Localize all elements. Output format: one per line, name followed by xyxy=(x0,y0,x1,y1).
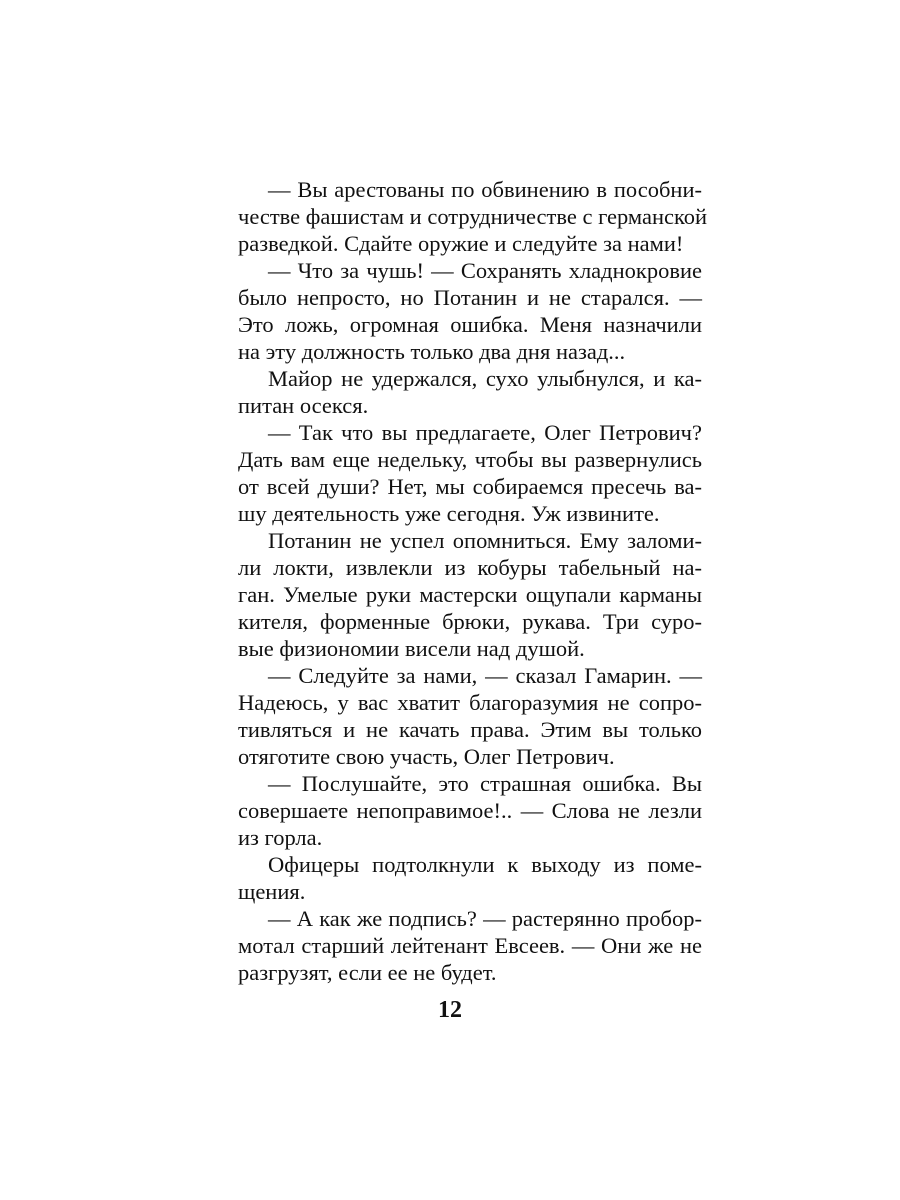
text-line: ли локти, извлекли из кобуры табельный на- xyxy=(238,555,702,580)
paragraph xyxy=(238,770,702,851)
text-line: Дать вам еще недельку, чтобы вы развернулись xyxy=(238,447,702,472)
text-line: — Что за чушь! — Сохранять хладнокровие xyxy=(268,258,702,283)
paragraph xyxy=(238,176,708,257)
paragraph xyxy=(238,527,702,662)
text-line: — А как же подпись? — растерянно пробор- xyxy=(268,906,702,931)
page-number: 12 xyxy=(438,997,462,1023)
paragraph xyxy=(238,365,702,419)
text-line: Потанин не успел опомниться. Ему заломи- xyxy=(268,528,702,553)
text-line: тивляться и не качать права. Этим вы только xyxy=(238,717,702,742)
paragraph xyxy=(238,419,702,527)
text-line: было непросто, но Потанин и не старался. — xyxy=(238,285,702,310)
text-line: ган. Умелые руки мастерски ощупали карманы xyxy=(238,582,702,607)
text-line: разведкой. Сдайте оружие и следуйте за нами! xyxy=(238,231,684,256)
paragraph xyxy=(238,662,702,770)
text-line: мотал старший лейтенант Евсеев. — Они же не xyxy=(238,933,702,958)
page-text xyxy=(238,176,708,986)
paragraph xyxy=(238,905,702,986)
text-line: Офицеры подтолкнули к выходу из поме- xyxy=(268,852,702,877)
text-line: кителя, форменные брюки, рукава. Три суро- xyxy=(238,609,702,634)
text-line: Майор не удержался, сухо улыбнулся, и ка- xyxy=(268,366,702,391)
text-line: Это ложь, огромная ошибка. Меня назначили xyxy=(238,312,702,337)
text-line: Надеюсь, у вас хватит благоразумия не сопро- xyxy=(238,690,702,715)
paragraph xyxy=(238,257,702,365)
text-line: от всей души? Нет, мы собираемся пресечь ва- xyxy=(238,474,702,499)
text-line: разгрузят, если ее не будет. xyxy=(238,960,497,985)
text-line: щения. xyxy=(238,879,306,904)
text-line: на эту должность только два дня назад... xyxy=(238,339,626,364)
text-line: — Послушайте, это страшная ошибка. Вы xyxy=(268,771,702,796)
paragraph xyxy=(238,851,702,905)
text-line: вые физиономии висели над душой. xyxy=(238,636,585,661)
text-line: — Следуйте за нами, — сказал Гамарин. — xyxy=(268,663,702,688)
text-line: — Вы арестованы по обвинению в пособни- xyxy=(268,177,702,202)
text-line: питан осекся. xyxy=(238,393,369,418)
text-line: отяготите свою участь, Олег Петрович. xyxy=(238,744,615,769)
text-line: из горла. xyxy=(238,825,323,850)
text-line: честве фашистам и сотрудничестве с германской xyxy=(238,204,708,229)
text-line: — Так что вы предлагаете, Олег Петрович? xyxy=(268,420,702,445)
text-line: совершаете непоправимое!.. — Слова не лезли xyxy=(238,798,702,823)
text-line: шу деятельность уже сегодня. Уж извините. xyxy=(238,501,660,526)
